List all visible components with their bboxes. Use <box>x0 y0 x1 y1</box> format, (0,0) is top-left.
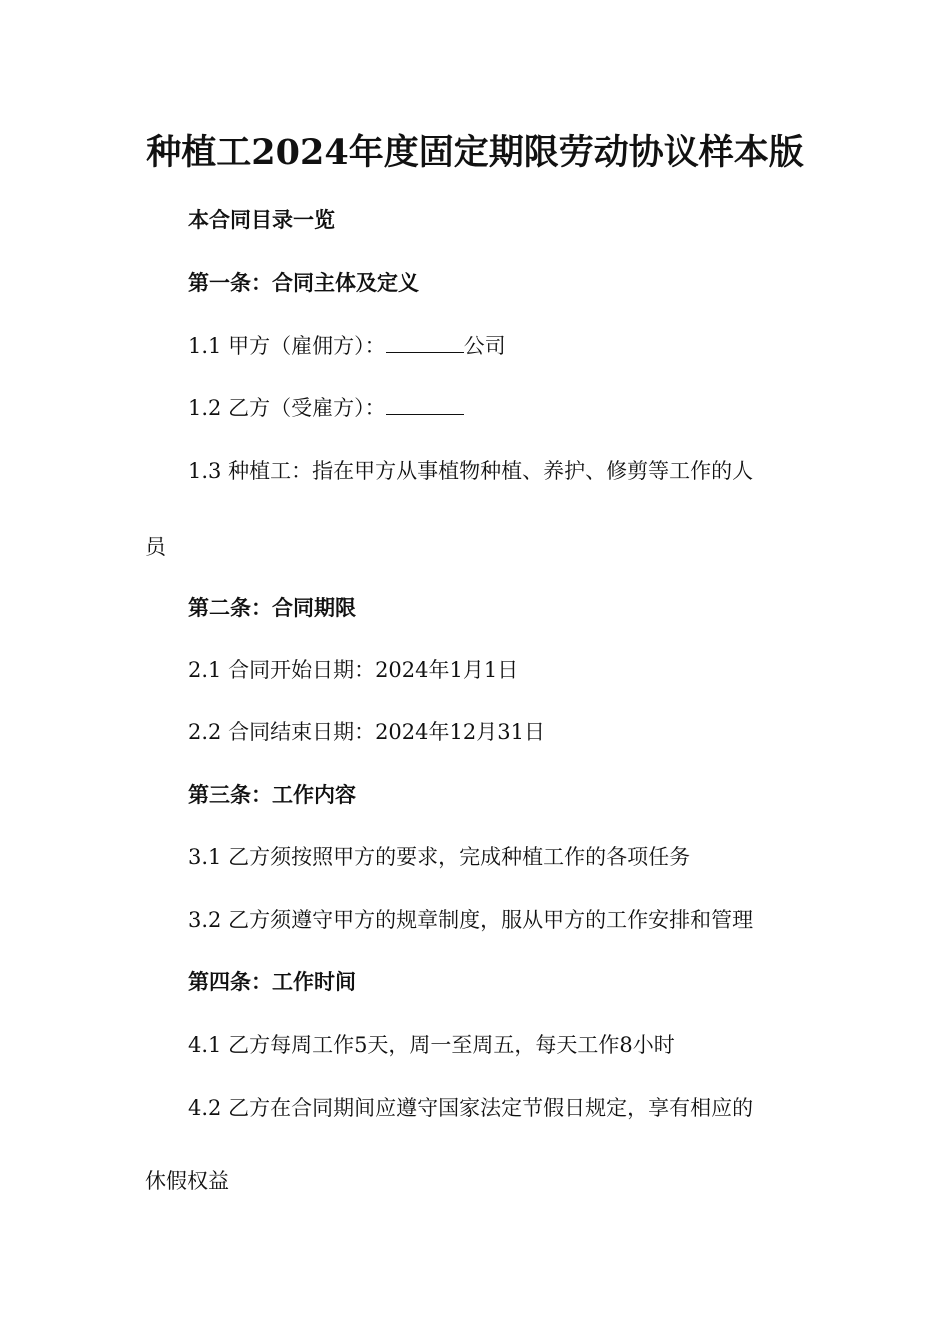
clause-1-2-label: 1.2 乙方（受雇方）： <box>188 396 386 420</box>
section-heading-1: 第一条：合同主体及定义 <box>188 270 419 295</box>
toc-heading: 本合同目录一览 <box>188 207 335 232</box>
clause-1-1-suffix: 公司 <box>463 334 506 358</box>
clause-3-1: 3.1 乙方须按照甲方的要求，完成种植工作的各项任务 <box>188 845 691 869</box>
clause-2-2: 2.2 合同结束日期：2024年12月31日 <box>188 720 545 744</box>
clause-1-3-line-2: 员 <box>145 535 166 559</box>
clause-3-2: 3.2 乙方须遵守甲方的规章制度，服从甲方的工作安排和管理 <box>188 908 754 932</box>
clause-1-1-label: 1.1 甲方（雇佣方）： <box>188 334 386 358</box>
clause-4-2-line-2: 休假权益 <box>145 1169 229 1193</box>
clause-4-1: 4.1 乙方每周工作5天，周一至周五，每天工作8小时 <box>188 1033 675 1057</box>
section-heading-3: 第三条：工作内容 <box>188 782 356 807</box>
section-heading-4: 第四条：工作时间 <box>188 969 356 994</box>
fill-in-blank <box>386 332 464 353</box>
clause-4-2-line-1: 4.2 乙方在合同期间应遵守国家法定节假日规定，享有相应的 <box>188 1096 754 1120</box>
clause-1-1 <box>188 331 506 361</box>
clause-1-3-line-1: 1.3 种植工：指在甲方从事植物种植、养护、修剪等工作的人 <box>188 459 754 483</box>
clause-1-2 <box>188 393 464 423</box>
section-heading-2: 第二条：合同期限 <box>188 595 356 620</box>
document-title: 种植工2024年度固定期限劳动协议样本版 <box>146 132 804 173</box>
clause-2-1: 2.1 合同开始日期：2024年1月1日 <box>188 658 519 682</box>
fill-in-blank <box>386 394 464 415</box>
